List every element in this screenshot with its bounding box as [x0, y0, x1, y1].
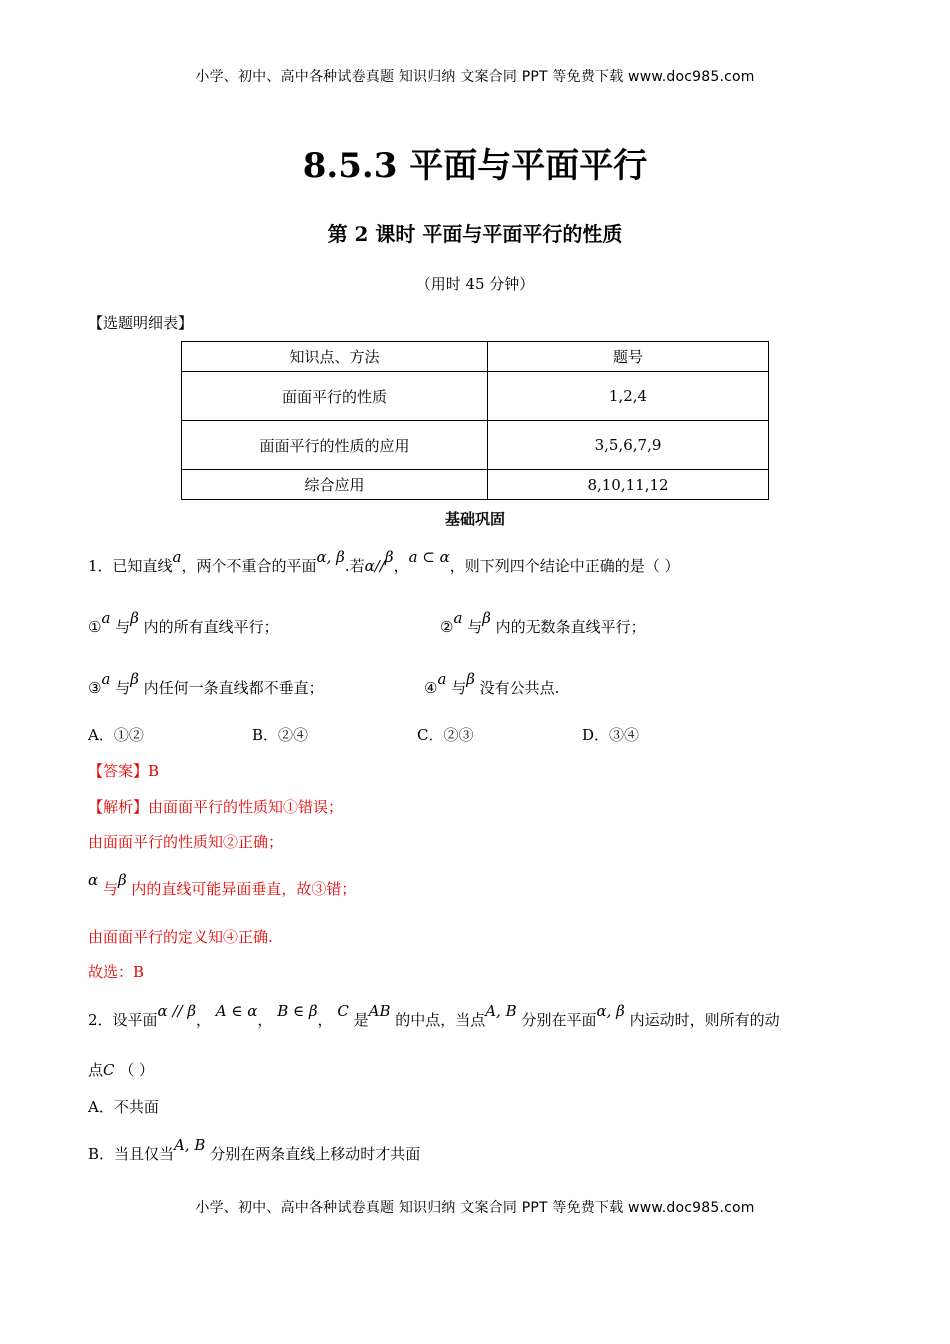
stem-text: ，: [196, 1011, 212, 1029]
math-symbol: α, β: [596, 1002, 625, 1020]
statement-text: 与: [115, 679, 131, 697]
question-1-number: 1．已知直线: [88, 557, 173, 575]
choice-b: B．②④: [252, 726, 309, 744]
analysis-text: 由面面平行的性质知①错误；: [148, 798, 344, 816]
statement-number: ④: [424, 679, 438, 697]
math-symbol: α: [88, 871, 99, 889]
answer-line: 【答案】B: [88, 762, 160, 780]
statement-number: ①: [88, 618, 102, 636]
statement-number: ②: [440, 618, 454, 636]
statement-text: 内的无数条直线平行；: [495, 618, 646, 636]
page-header: 小学、初中、高中各种试卷真题 知识归纳 文案合同 PPT 等免费下载 www.doc985.com: [195, 69, 755, 85]
stem-text: （ ）: [119, 1061, 155, 1079]
stem-text: 的中点，当点: [395, 1011, 486, 1029]
math-symbol: a: [172, 548, 182, 566]
table-cell: 8,10,11,12: [488, 470, 769, 500]
page-footer: 小学、初中、高中各种试卷真题 知识归纳 文案合同 PPT 等免费下载 www.doc985.com: [195, 1200, 755, 1216]
math-symbol: C: [337, 1002, 349, 1020]
stem-text: 是: [353, 1011, 369, 1029]
q2-choice-b: [88, 1136, 421, 1164]
statement-text: 与: [451, 679, 467, 697]
time-info: （用时 45 分钟）: [415, 275, 535, 293]
table-row: [182, 421, 769, 470]
table-row: [182, 372, 769, 421]
math-symbol: B ∈ β: [277, 1002, 318, 1020]
statement-2: [440, 609, 646, 637]
table-header-cell: 知识点、方法: [182, 342, 488, 372]
analysis-text: 与: [102, 880, 118, 898]
math-symbol: β: [117, 871, 127, 889]
math-symbol: α, β: [316, 548, 345, 566]
math-symbol: a: [453, 609, 463, 627]
stem-text: ，: [257, 1011, 273, 1029]
math-symbol: A, B: [174, 1136, 206, 1154]
choice-text: 分别在两条直线上移动时才共面: [210, 1145, 421, 1163]
question-2-stem: [88, 1002, 780, 1030]
statement-4: [424, 670, 560, 698]
math-symbol: β: [482, 609, 491, 627]
analysis-line-1: [88, 796, 343, 817]
stem-text: 内运动时，则所有的动: [629, 1011, 780, 1029]
stem-text: .若: [344, 557, 365, 575]
table-cell: 3,5,6,7,9: [488, 421, 769, 470]
statement-text: 内任何一条直线都不垂直；: [143, 679, 324, 697]
math-symbol: a: [101, 670, 111, 688]
math-symbol: β: [130, 609, 139, 627]
choice-c: C．②③: [417, 726, 474, 744]
statement-text: 没有公共点.: [479, 679, 560, 697]
analysis-label: 【解析】: [88, 798, 149, 816]
statement-1: [88, 609, 279, 637]
analysis-line-5: 故选：B: [88, 963, 145, 981]
stem-text: ，两个不重合的平面: [181, 557, 317, 575]
page-title: 8.5.3 平面与平面平行: [302, 146, 648, 186]
table-header-row: [182, 342, 769, 372]
question-2-number: 2．设平面: [88, 1011, 158, 1029]
statement-text: 内的所有直线平行；: [143, 618, 279, 636]
question-2-stem-line-2: [88, 1059, 154, 1080]
page-subtitle: 第 2 课时 平面与平面平行的性质: [327, 222, 623, 246]
statement-3: [88, 670, 324, 698]
math-symbol: AB: [368, 1002, 391, 1020]
analysis-line-2: 由面面平行的性质知②正确；: [88, 833, 284, 851]
math-symbol: a ⊂ α: [408, 548, 450, 566]
statement-text: 与: [115, 618, 131, 636]
table-cell: 面面平行的性质: [182, 372, 488, 421]
analysis-text: 内的直线可能异面垂直，故③错；: [131, 880, 357, 898]
choice-d: D．③④: [582, 726, 640, 744]
statement-number: ③: [88, 679, 102, 697]
stem-text: ，: [317, 1011, 333, 1029]
math-symbol: A, B: [485, 1002, 517, 1020]
table-header-cell: 题号: [488, 342, 769, 372]
stem-text: ，: [393, 557, 409, 575]
choice-a: A．①②: [88, 726, 144, 744]
math-symbol: C: [103, 1061, 115, 1079]
math-symbol: a: [437, 670, 447, 688]
analysis-line-3: [88, 871, 357, 899]
stem-text: 点: [88, 1061, 104, 1079]
math-symbol: A ∈ α: [215, 1002, 258, 1020]
table-caption: 【选题明细表】: [88, 314, 194, 332]
topic-table: [181, 341, 769, 500]
section-heading: 基础巩固: [444, 510, 505, 528]
math-symbol: //: [374, 557, 385, 575]
statement-text: 与: [467, 618, 483, 636]
choice-text: B．当且仅当: [88, 1145, 175, 1163]
table-row: [182, 470, 769, 500]
question-1-stem: [88, 548, 680, 576]
math-symbol: α // β: [157, 1002, 196, 1020]
stem-text: 分别在平面: [521, 1011, 597, 1029]
math-symbol: α: [364, 557, 375, 575]
analysis-line-4: 由面面平行的定义知④正确.: [88, 928, 273, 946]
table-cell: 面面平行的性质的应用: [182, 421, 488, 470]
math-symbol: β: [466, 670, 475, 688]
math-symbol: β: [384, 548, 394, 566]
q2-choice-a: A．不共面: [88, 1098, 159, 1116]
math-symbol: β: [130, 670, 139, 688]
table-cell: 综合应用: [182, 470, 488, 500]
stem-text: ，则下列四个结论中正确的是（ ）: [449, 557, 680, 575]
math-symbol: a: [101, 609, 111, 627]
table-cell: 1,2,4: [488, 372, 769, 421]
